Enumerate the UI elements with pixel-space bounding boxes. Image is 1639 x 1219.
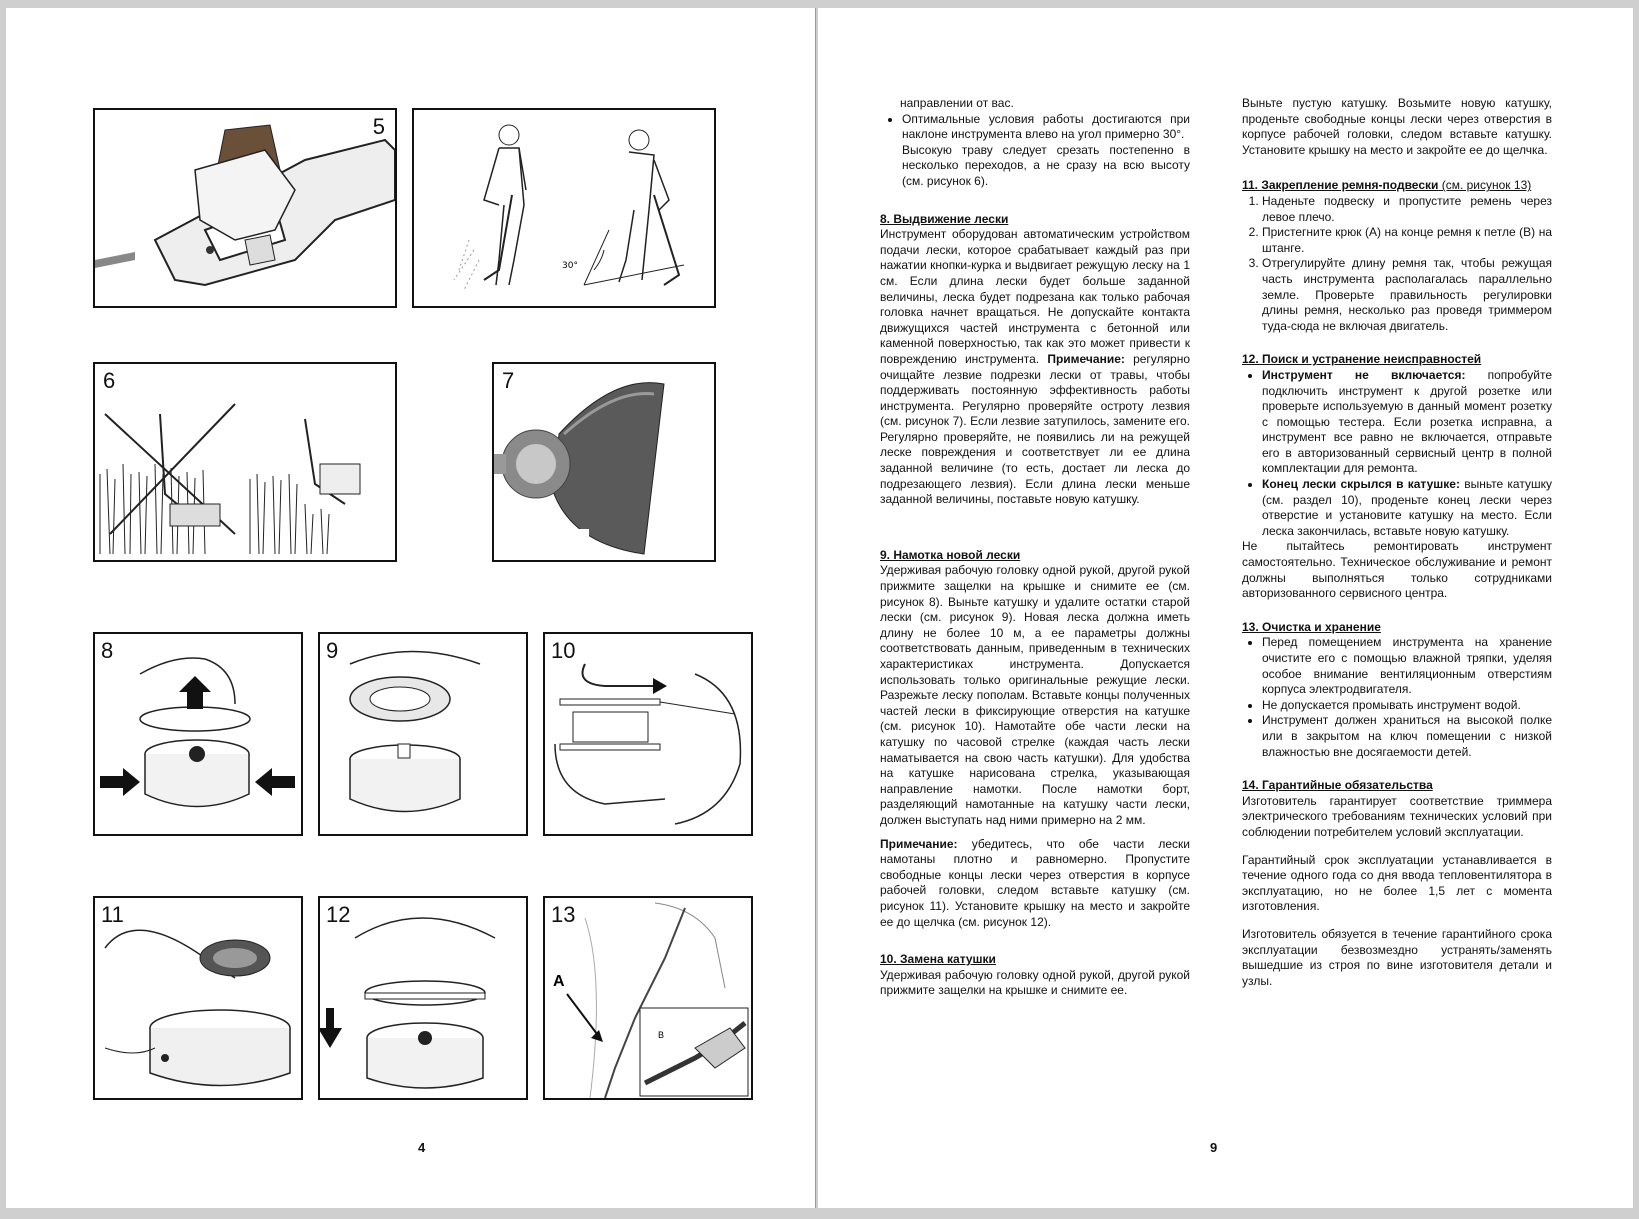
figure-number: 8 xyxy=(101,638,114,663)
left-page xyxy=(6,8,816,1208)
right-page xyxy=(818,8,1633,1208)
figure-number: 11 xyxy=(101,902,124,927)
section-title-ref: (см. рисунок 13) xyxy=(1441,178,1532,193)
insert-spool-illustration xyxy=(320,898,526,1098)
remove-cover-illustration xyxy=(95,634,301,834)
column-1 xyxy=(880,96,1190,999)
figure-7 xyxy=(492,362,716,562)
paragraph: Выньте пустую катушку. Возьмите новую катушку, проденьте свободные концы лески через отверстия в корпусе рабочей головки, следом вставьте катушку. Установите крышку на место и закройте ее до щелчка. xyxy=(1242,96,1552,157)
section-title: 9. Намотка новой лески xyxy=(880,547,1021,562)
section-title-text: 11. Закрепление ремня-подвески xyxy=(1242,178,1439,193)
figure-9 xyxy=(318,632,528,836)
bullet-text: выньте катушку (см. раздел 10), проденьте конец лески через отверстие и установите катушку на место. Если леска закончилась, вставьте новую катушку. xyxy=(1262,477,1552,538)
section-text: убедитесь, что обе части лески намотаны плотно и равномерно. Пропустите свободные концы лески через отверстия в корпусе рабочей головки, следом вставьте катушку (см. рисунок 11). Установите крышку на место и закройте ее до щелчка (см. рисунок 12). xyxy=(880,836,1190,929)
bullet-text: попробуйте подключить инструмент к другой розетке или проверьте используемую в данный момент розетку с помощью тестера. Если розетка исправна, а инструмент все равно не включается, отправьте его в авторизованный сервисный центр в полной комплектации для ремонта. xyxy=(1262,367,1552,476)
angle-label: 30° xyxy=(562,261,578,271)
paragraph: Удерживая рабочую головку одной рукой, другой рукой прижмите защелки на крышке и снимите ее (см. рисунок 8). Выньте катушку и удалите остатки старой лески (см. рисунок 9). Новая леска должна иметь длину не более 10 м, а ее параметры должны соответствовать данным, приведенным в технических характеристиках инструмента. Допускается использовать только оригинальные режущие лески. Разрежьте леску пополам. Вставьте концы полученных частей лески в фиксирующие отверстия на катушке (см. рисунок 10). Намотайте обе части лески на катушку по часовой стрелке (каждая часть лески наматывается на свою часть катушки). Для удобства на катушке нарисована стрелка, указывающая направление намотки. После намотки борт, разделяющий намотанные на катушку части лески, должен выступать над ними примерно на 2 мм. xyxy=(880,563,1190,827)
section-title: 10. Замена катушки xyxy=(880,952,996,967)
paragraph: направлении от вас. xyxy=(900,96,1014,110)
figure-8 xyxy=(93,632,303,836)
figure-number: 10 xyxy=(551,638,576,663)
bullet-label: Инструмент не включается: xyxy=(1262,367,1466,382)
column-2 xyxy=(1242,96,1552,989)
figure-number: 7 xyxy=(502,368,515,393)
figure-number: 5 xyxy=(372,114,385,139)
figure-number: 13 xyxy=(551,902,576,927)
note-label: Примечание: xyxy=(1047,351,1125,366)
list-item: • Перед помещением инструмента на хранение очистите его с помощью влажной тряпки, уделяя особое внимание вентиляционным отверстиям корпуса электродвигателя. xyxy=(1262,635,1552,697)
figure-number: 12 xyxy=(326,902,351,927)
wind-line-illustration xyxy=(545,634,751,834)
list-item: 2. Пристегните крюк (А) на конце ремня к петле (В) на штанге. xyxy=(1262,225,1552,256)
gradual-cutting-illustration xyxy=(95,364,395,560)
label-b: B xyxy=(658,1030,665,1040)
section-title xyxy=(1242,178,1552,194)
figure-12 xyxy=(318,896,528,1100)
trigger-hand-illustration xyxy=(95,110,395,306)
section-text: Инструмент оборудован автоматическим устройством подачи лески, которое срабатывает каждый раз при нажатии кнопки-курка и выдвигает режущую леску на 1 см. Если длина лески будет больше заданной величины, леска будет подрезана как только рабочая головка начнет вращаться. Не допускайте контакта движущихся частей инструмента с бетонной или каменной поверхностью, так как это может привести к повреждению инструмента. xyxy=(880,227,1190,366)
section-text: регулярно очищайте лезвие подрезки лески от травы, чтобы поддерживать постоянную эффективность работы инструмента. Регулярно проверяйте остроту лезвия (см. рисунок 7). Если лезвие затупилось, замените его. Регулярно проверяйте, не появились ли на режущей леске повреждения и соответствует ли ее длина заданной величине (то есть, достает ли леска до подрезающего лезвия). Если длина лески меньше заданной величины, поставьте новую катушку. xyxy=(880,351,1191,507)
paragraph: Высокую траву следует срезать постепенно в несколько переходов, а не сразу на всю высоту (см. рисунок 6). xyxy=(902,142,1190,188)
thread-line-illustration xyxy=(95,898,301,1098)
note-label: Примечание: xyxy=(880,836,958,851)
page-number: 9 xyxy=(1210,1140,1218,1155)
shoulder-strap-illustration xyxy=(545,898,751,1098)
list-item xyxy=(1262,368,1552,477)
figure-11 xyxy=(93,896,303,1100)
page-number: 4 xyxy=(418,1140,426,1155)
section-title: 12. Поиск и устранение неисправностей xyxy=(1242,352,1482,367)
list-item xyxy=(1262,477,1552,539)
figure-6 xyxy=(93,362,397,562)
guard-blade-photo xyxy=(494,364,714,560)
operators-illustration xyxy=(414,110,714,306)
figure-10 xyxy=(543,632,753,836)
paragraph xyxy=(880,837,1190,931)
paragraph xyxy=(880,227,1190,508)
paragraph: Не пытайтесь ремонтировать инструмент самостоятельно. Техническое обслуживание и ремонт должны выполняться только сотрудниками авторизованного сервисного центра. xyxy=(1242,539,1552,601)
bullet-label: Конец лески скрылся в катушке: xyxy=(1262,477,1460,492)
remove-spool-illustration xyxy=(320,634,526,834)
figure-5 xyxy=(93,108,397,308)
figure-number: 9 xyxy=(326,638,339,663)
figure-number: 6 xyxy=(103,368,116,393)
paragraph: Изготовитель обязуется в течение гарантийного срока эксплуатации безвозмездно устранять/заменять вышедшие из строя по вине изготовителя детали и узлы. xyxy=(1242,926,1552,988)
figure-13 xyxy=(543,896,753,1100)
label-a: A xyxy=(553,973,565,990)
figure-angle xyxy=(412,108,716,308)
section-title: 14. Гарантийные обязательства xyxy=(1242,778,1433,793)
section-title: 8. Выдвижение лески xyxy=(880,211,1009,226)
list-item: • Инструмент должен храниться на высокой полке или в закрытом на ключ помещении с низкой влажностью вне досягаемости детей. xyxy=(1262,713,1552,760)
paragraph: Удерживая рабочую головку одной рукой, другой рукой прижмите защелки на крышке и снимите ее. xyxy=(880,967,1190,998)
list-item: 1. Наденьте подвеску и пропустите ремень через левое плечо. xyxy=(1262,194,1552,225)
list-item: • Не допускается промывать инструмент водой. xyxy=(1262,698,1552,714)
list-item: 3. Отрегулируйте длину ремня так, чтобы режущая часть инструмента располагалась параллельно земле. Проверьте правильность регулировки длины ремня, несколько раз проведя триммером туда-сюда не включая двигатель. xyxy=(1262,256,1552,334)
section-title: 13. Очистка и хранение xyxy=(1242,619,1381,634)
list-item: • Оптимальные условия работы достигаются при наклоне инструмента влево на угол примерно 30°. xyxy=(902,112,1190,143)
paragraph: Гарантийный срок эксплуатации устанавливается в течение одного года со дня ввода тепловентилятора в эксплуатацию, но не более 1,5 лет с момента изготовления. xyxy=(1242,852,1552,914)
paragraph: Изготовитель гарантирует соответствие триммера электрического требованиям технических условий при соблюдении потребителем условий эксплуатации. xyxy=(1242,793,1552,839)
